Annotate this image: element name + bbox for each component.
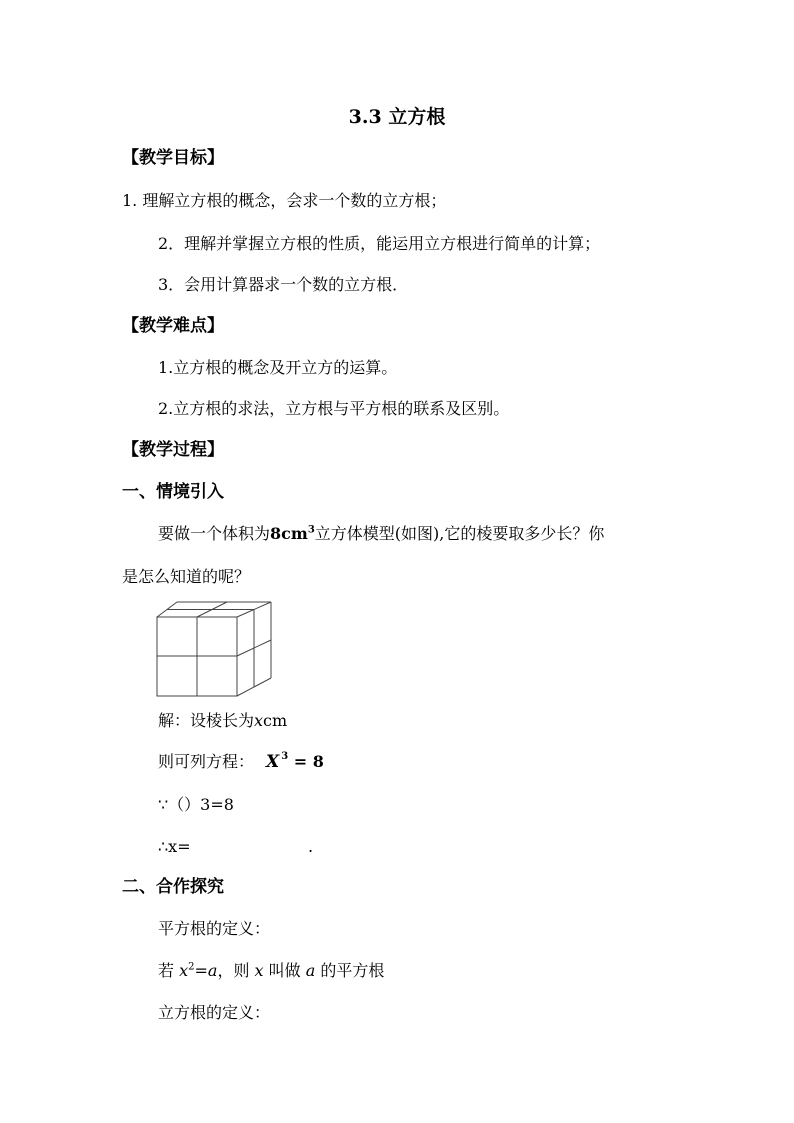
objective-item-2: 2．理解并掌握立方根的性质，能运用立方根进行简单的计算； — [158, 234, 601, 253]
equation-line — [158, 751, 324, 776]
problem-text-b: 立方体模型(如图),它的棱要取多少长？你 — [314, 524, 605, 543]
page-title: 3.3 立方根 — [348, 106, 446, 128]
sqrt-def-part-c: 叫做 — [263, 961, 306, 980]
solution-variable: x — [254, 711, 264, 730]
part2-heading: 二、合作探究 — [122, 877, 224, 897]
sqrt-def-x: x — [179, 961, 189, 980]
solution-prefix: 解：设棱长为 — [158, 711, 255, 730]
problem-volume-exponent: 3 — [307, 524, 315, 536]
problem-volume: 8cm — [270, 524, 308, 543]
equation-label: 则可列方程： — [158, 752, 255, 771]
sqrt-def-part-d: 的平方根 — [315, 961, 385, 980]
part1-heading: 一、情境引入 — [122, 482, 224, 502]
sqrt-def-part-b: ，则 — [217, 961, 255, 980]
therefore-line: ∴x= — [158, 837, 191, 856]
objectives-heading: 【教学目标】 — [122, 148, 224, 168]
because-line: ∵（）3=8 — [158, 795, 234, 814]
problem-line-2: 是怎么知道的呢？ — [122, 567, 251, 586]
equation-rhs: = 8 — [288, 752, 324, 771]
cbrt-definition-label: 立方根的定义： — [158, 1003, 271, 1022]
difficulty-item-2: 2.立方根的求法，立方根与平方根的联系及区别。 — [158, 399, 510, 418]
problem-line-1 — [158, 523, 604, 545]
equation-exponent: 3 — [281, 751, 289, 762]
objective-item-3: 3．会用计算器求一个数的立方根． — [158, 275, 409, 294]
sqrt-definition — [158, 960, 384, 982]
solution-line — [158, 710, 287, 732]
sqrt-def-exponent: 2 — [188, 961, 195, 973]
sqrt-def-a2: a — [305, 961, 316, 980]
therefore-end: . — [308, 837, 314, 856]
sqrt-def-x2: x — [254, 961, 264, 980]
objective-item-1: 1. 理解立方根的概念，会求一个数的立方根； — [122, 191, 447, 210]
process-heading: 【教学过程】 — [122, 440, 224, 460]
problem-text-a: 要做一个体积为 — [158, 524, 271, 543]
cube-figure — [150, 597, 276, 700]
difficulty-item-1: 1.立方根的概念及开立方的运算。 — [158, 358, 398, 377]
sqrt-def-equals: = — [194, 961, 208, 980]
sqrt-def-part-a: 若 — [158, 961, 180, 980]
equation-variable: X — [266, 752, 280, 772]
difficulties-heading: 【教学难点】 — [122, 316, 224, 336]
solution-unit: cm — [263, 711, 288, 730]
sqrt-definition-label: 平方根的定义： — [158, 919, 271, 938]
sqrt-def-a: a — [207, 961, 218, 980]
